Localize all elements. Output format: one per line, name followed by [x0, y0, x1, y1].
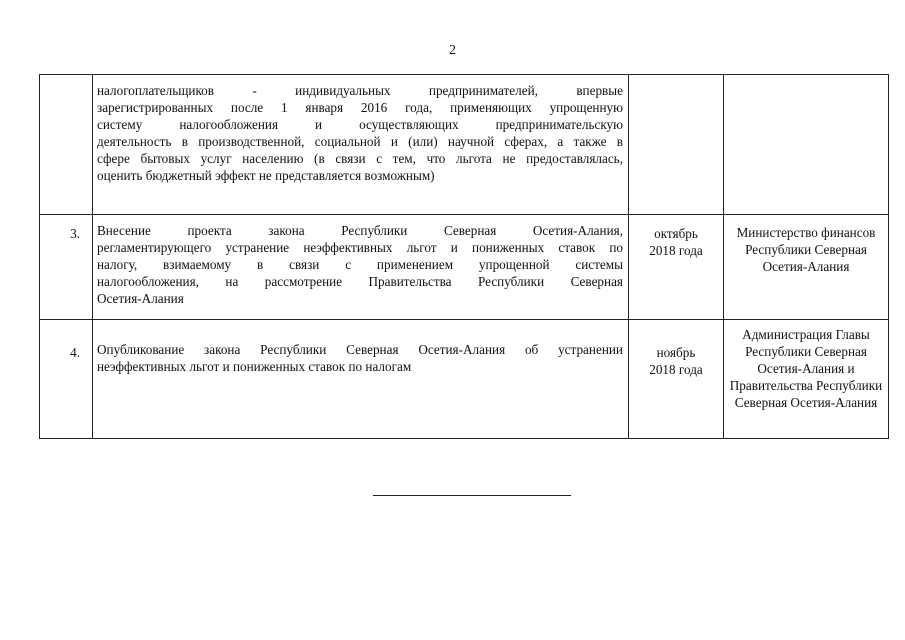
description-line: налогу, взимаемому в связи с применением упрощенной системы	[97, 257, 623, 272]
responsible-line: Осетия-Алания	[762, 259, 850, 274]
responsible-cell	[724, 75, 889, 215]
description-line: оценить бюджетный эффект не представляется возможным)	[97, 168, 435, 183]
description-cell	[93, 320, 629, 439]
term-line: ноябрь	[656, 345, 696, 360]
description-line: налогообложения, на рассмотрение Правительства Республики Северная	[97, 274, 623, 289]
description-line: Опубликование закона Республики Северная Осетия-Алания об устранении	[97, 342, 623, 357]
description-line: сфере бытовых услуг населению (в связи с тем, что льгота не предоставлялась,	[97, 151, 623, 166]
row-number-cell	[40, 320, 93, 439]
description-line: деятельность в производственной, социальной и (или) научной сферах, а также в	[97, 134, 623, 149]
responsible-line: Правительства Республики	[729, 378, 883, 393]
responsible-line: Северная Осетия-Алания	[734, 395, 878, 410]
term-cell	[629, 320, 724, 439]
responsible-line: Администрация Главы	[742, 327, 870, 342]
description-line: Внесение проекта закона Республики Северная Осетия-Алания,	[97, 223, 623, 238]
table-row	[40, 320, 889, 439]
term-cell	[629, 215, 724, 320]
responsible-line: Министерство финансов	[736, 225, 876, 240]
term-line: 2018 года	[649, 362, 703, 377]
description-cell	[93, 75, 629, 215]
description-cell	[93, 215, 629, 320]
row-number-cell	[40, 75, 93, 215]
description-line: Осетия-Алания	[97, 291, 184, 306]
responsible-cell	[724, 215, 889, 320]
row-number-cell	[40, 215, 93, 320]
closing-rule	[373, 495, 571, 496]
table-row	[40, 215, 889, 320]
responsible-line: Республики Северная	[745, 344, 867, 359]
row-number: 4.	[70, 345, 80, 360]
description-line: зарегистрированных после 1 января 2016 года, применяющих упрощенную	[97, 100, 623, 115]
table-row	[40, 75, 889, 215]
row-number: 3.	[70, 226, 80, 241]
description-line: регламентирующего устранение неэффективных льгот и пониженных ставок по	[97, 240, 623, 255]
term-line: 2018 года	[649, 243, 703, 258]
responsible-line: Осетия-Алания и	[757, 361, 855, 376]
page-number: 2	[449, 43, 456, 58]
description-line: налогоплательщиков - индивидуальных предпринимателей, впервые	[97, 83, 623, 98]
description-line: неэффективных льгот и пониженных ставок по налогам	[97, 359, 412, 374]
responsible-line: Республики Северная	[745, 242, 867, 257]
responsible-cell	[724, 320, 889, 439]
measures-table	[39, 74, 889, 439]
term-line: октябрь	[654, 226, 698, 241]
description-line: систему налогообложения и осуществляющих предпринимательскую	[97, 117, 623, 132]
term-cell	[629, 75, 724, 215]
